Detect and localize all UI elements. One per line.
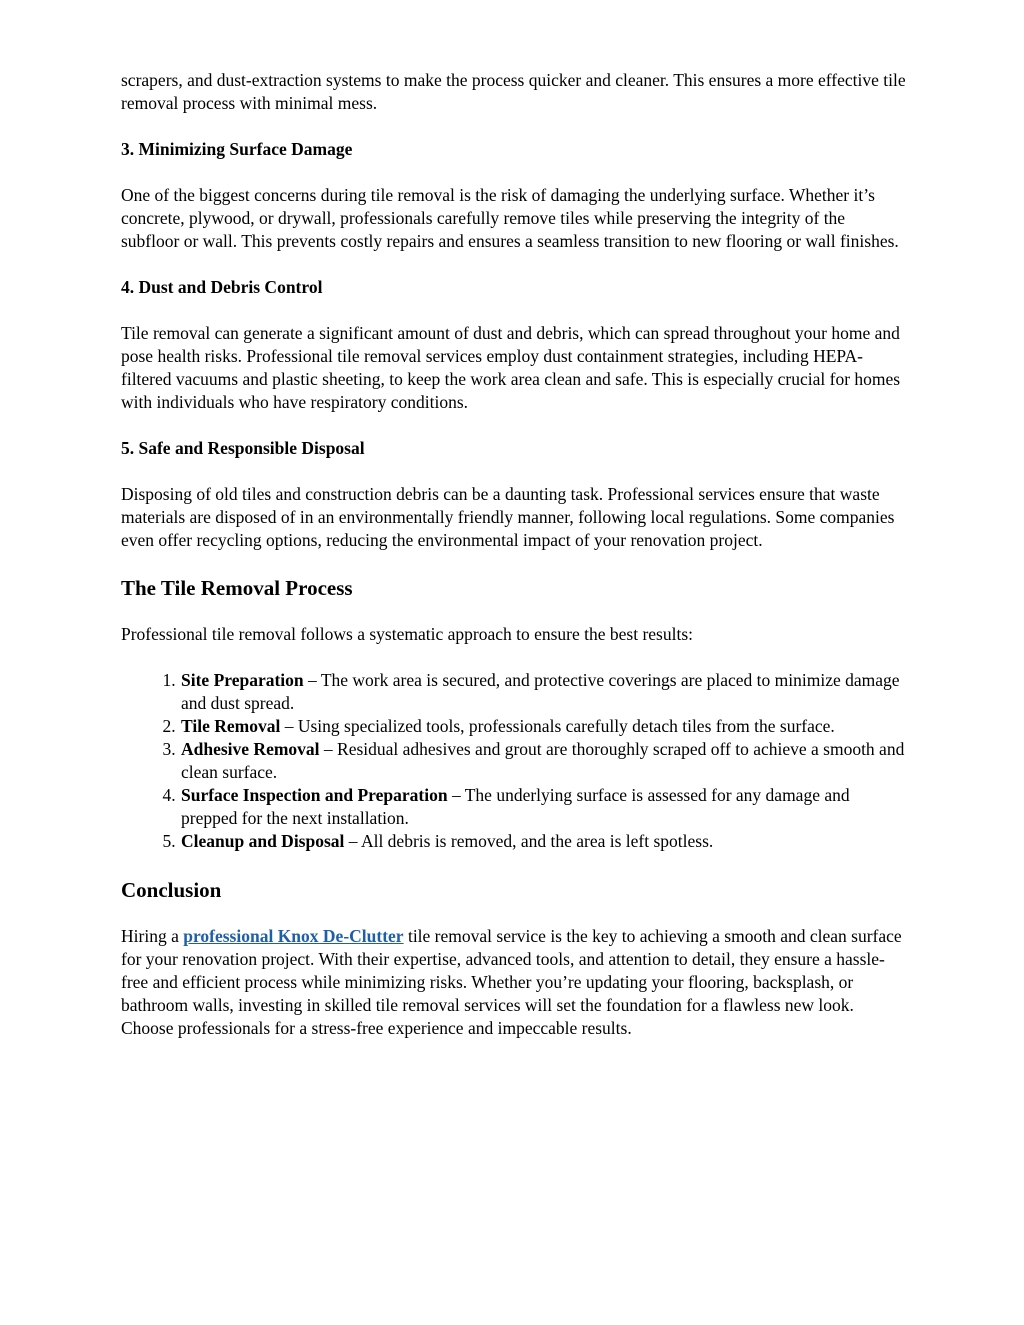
list-item (180, 669, 906, 715)
section-body-disposal: Disposing of old tiles and construction debris can be a daunting task. Professional services ensure that waste materials are disposed of in an environmentally friendly manner, following local regulations. Some companies even offer recycling options, reducing the environmental impact of your renovation project. (121, 484, 895, 550)
section-heading-surface-damage: 3. Minimizing Surface Damage (121, 139, 353, 159)
section-body-dust-control: Tile removal can generate a significant amount of dust and debris, which can spread throughout your home and pose health risks. Professional tile removal services employ dust containment strategies, including HEPA-filtered vacuums and plastic sheeting, to keep the work area clean and safe. This is especially crucial for homes with individuals who have respiratory conditions. (121, 323, 901, 412)
step-term: Cleanup and Disposal (181, 831, 345, 851)
step-description: – Residual adhesives and grout are thoroughly scraped off to achieve a smooth and clean surface. (181, 739, 905, 782)
conclusion-text-after-link: tile removal service is the key to achieving a smooth and clean surface for your renovation project. With their expertise, advanced tools, and attention to detail, they ensure a hassle-free and efficient process while minimizing risks. Whether you’re updating your flooring, backsplash, or bathroom walls, investing in skilled tile removal services will set the foundation for a flawless new look. Choose professionals for a stress-free experience and impeccable results. (121, 926, 902, 1038)
conclusion-paragraph (121, 925, 906, 1040)
step-term: Adhesive Removal (181, 739, 320, 759)
list-item (180, 784, 906, 830)
step-description: – All debris is removed, and the area is left spotless. (344, 831, 714, 851)
step-term: Site Preparation (181, 670, 304, 690)
list-item (180, 738, 906, 784)
process-intro: Professional tile removal follows a systematic approach to ensure the best results: (121, 624, 694, 644)
section-body-surface-damage: One of the biggest concerns during tile removal is the risk of damaging the underlying surface. Whether it’s concrete, plywood, or drywall, professionals carefully remove tiles while preserving the integrity of the subfloor or wall. This prevents costly repairs and ensures a seamless transition to new flooring or wall finishes. (121, 185, 899, 251)
section-heading-disposal: 5. Safe and Responsible Disposal (121, 438, 365, 458)
step-description: – The work area is secured, and protective coverings are placed to minimize damage and dust spread. (181, 670, 900, 713)
process-steps-list (121, 669, 906, 853)
knox-declutter-link[interactable]: professional Knox De-Clutter (183, 926, 404, 946)
conclusion-text-before-link: Hiring a (121, 926, 184, 946)
process-heading: The Tile Removal Process (121, 576, 353, 600)
section-heading-dust-control: 4. Dust and Debris Control (121, 277, 323, 297)
step-description: – Using specialized tools, professionals carefully detach tiles from the surface. (280, 716, 835, 736)
step-term: Tile Removal (181, 716, 281, 736)
list-item (180, 830, 906, 853)
intro-paragraph: scrapers, and dust-extraction systems to make the process quicker and cleaner. This ensures a more effective tile removal process with minimal mess. (121, 70, 906, 113)
conclusion-heading: Conclusion (121, 878, 222, 902)
step-term: Surface Inspection and Preparation (181, 785, 448, 805)
step-description: – The underlying surface is assessed for any damage and prepped for the next installation. (181, 785, 850, 828)
list-item (180, 715, 906, 738)
